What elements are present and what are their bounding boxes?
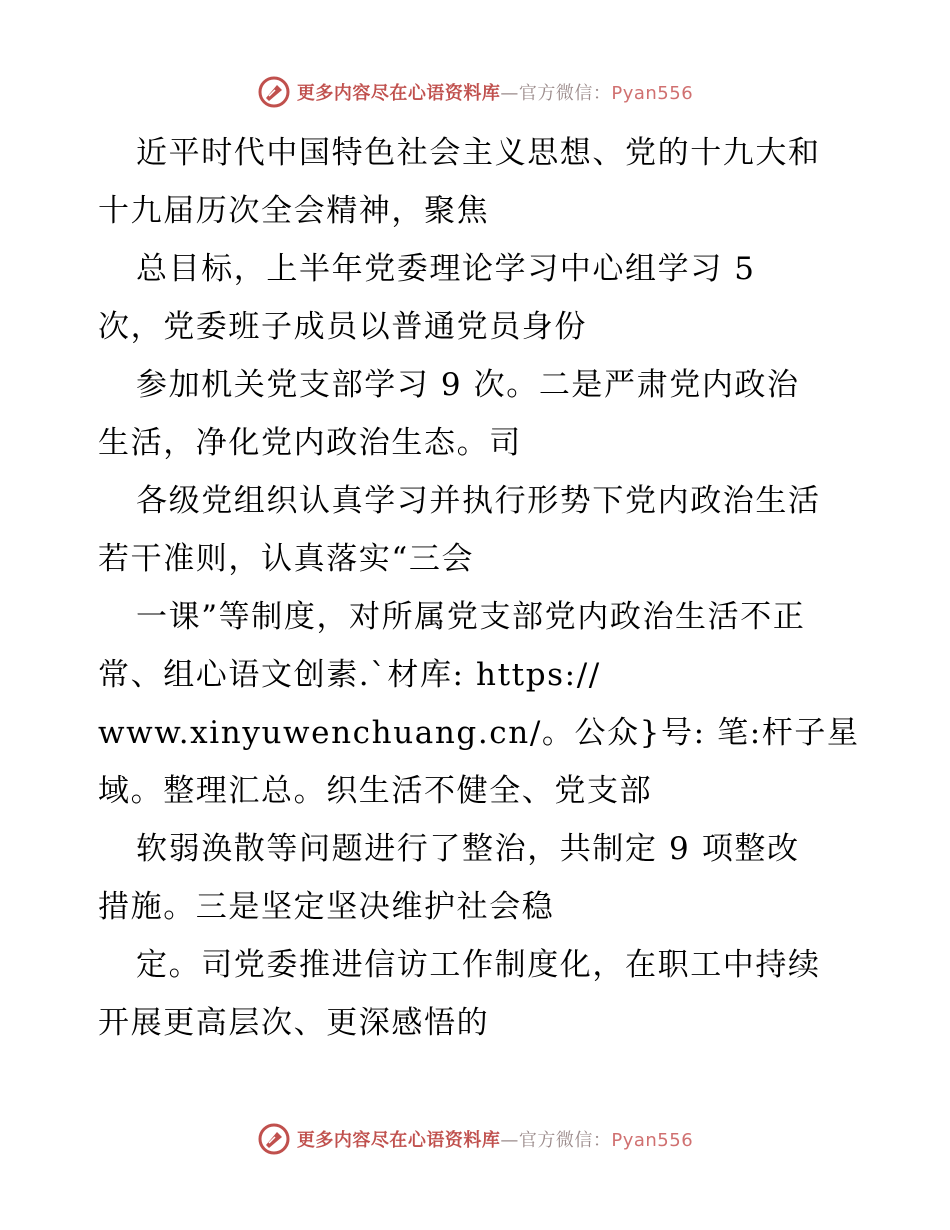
banner-separator: — (500, 83, 519, 104)
text-line: 生活，净化党内政治生态。司 (98, 425, 522, 461)
pen-nib-circle-icon (257, 75, 291, 109)
footer-banner (0, 1119, 950, 1159)
banner-text (297, 79, 693, 105)
text-line: 开展更高层次、更深感悟的 (98, 1005, 490, 1041)
pen-nib-circle-icon (257, 1122, 291, 1156)
banner-title: 更多内容尽在心语资料库 (296, 83, 501, 104)
banner-content (257, 75, 693, 109)
text-line: 各级党组织认真学习并执行形势下党内政治生活 (136, 483, 821, 519)
text-line: 定。司党委推进信访工作制度化，在职工中持续 (136, 947, 821, 983)
text-line: 参加机关党支部学习 9 次。二是严肃党内政治 (136, 367, 800, 403)
text-line: 若干准则，认真落实“三会 (98, 541, 475, 577)
banner-account: Pyan556 (611, 1130, 694, 1151)
header-banner (0, 72, 950, 112)
banner-subtitle: 官方微信： (518, 83, 612, 104)
text-line: 常、组心语文创素.`材库: https:// (98, 657, 601, 693)
text-line: 软弱涣散等问题进行了整治，共制定 9 项整改 (136, 831, 800, 867)
text-line: 十九届历次全会精神，聚焦 (98, 193, 490, 229)
text-line: 措施。三是坚定坚决维护社会稳 (98, 889, 555, 925)
banner-title: 更多内容尽在心语资料库 (296, 1130, 501, 1151)
banner-text (297, 1126, 693, 1152)
text-line: 总目标，上半年党委理论学习中心组学习 5 (136, 251, 756, 287)
document-body (98, 124, 858, 1052)
banner-account: Pyan556 (611, 83, 694, 104)
text-line: 域。整理汇总。织生活不健全、党支部 (98, 773, 653, 809)
text-line: 次，党委班子成员以普通党员身份 (98, 309, 587, 345)
banner-separator: — (500, 1130, 519, 1151)
text-line: www.xinyuwenchuang.cn/。公众}号: 笔:杆子星 (98, 715, 860, 751)
text-line: 近平时代中国特色社会主义思想、党的十九大和 (136, 135, 821, 171)
text-line: 一课”等制度，对所属党支部党内政治生活不正 (136, 599, 806, 635)
banner-subtitle: 官方微信： (518, 1130, 612, 1151)
banner-content (257, 1122, 693, 1156)
